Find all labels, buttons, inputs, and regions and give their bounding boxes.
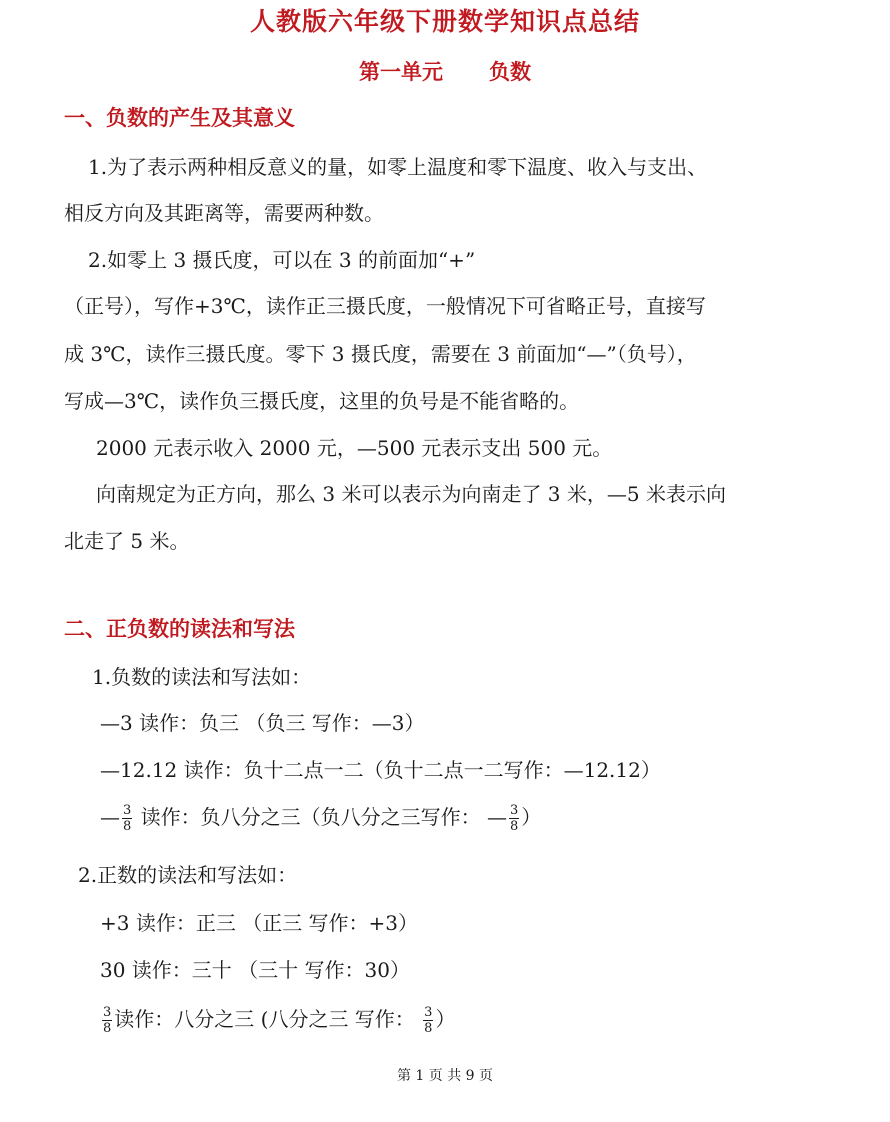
paragraph-line: 向南规定为正方向，那么 3 米可以表示为向南走了 3 米，—5 米表示向	[96, 482, 726, 506]
minus-sign: —	[487, 805, 507, 829]
closing-paren: ）	[435, 1007, 456, 1031]
section-heading-2: 二、正负数的读法和写法	[64, 617, 295, 641]
positive-example: 30 读作：三十 （三十 写作：30）	[100, 958, 410, 982]
paragraph-line: 写成—3℃，读作负三摄氏度，这里的负号是不能省略的。	[64, 389, 580, 413]
section-heading-1: 一、负数的产生及其意义	[64, 106, 295, 130]
paragraph-line: 成 3℃，读作三摄氏度。零下 3 摄氏度，需要在 3 前面加“—”（负号），	[64, 342, 697, 366]
paragraph-line: 2000 元表示收入 2000 元，—500 元表示支出 500 元。	[96, 436, 613, 460]
fraction-numerator: 3	[123, 803, 132, 818]
page-footer: 第 1 页 共 9 页	[396, 1068, 494, 1084]
minus-sign: —	[100, 805, 120, 829]
negative-subtitle: 1.负数的读法和写法如：	[92, 665, 312, 689]
positive-subtitle: 2.正数的读法和写法如：	[78, 863, 298, 887]
paragraph-line: （正号），写作+3℃，读作正三摄氏度，一般情况下可省略正号，直接写	[64, 294, 706, 318]
fraction	[509, 803, 519, 834]
fraction-denominator: 8	[123, 819, 132, 834]
fraction-numerator: 3	[103, 1005, 112, 1020]
unit-heading	[0, 56, 890, 88]
paragraph-line: 北走了 5 米。	[64, 529, 190, 553]
closing-paren: ）	[521, 805, 542, 829]
unit-topic: 负数	[489, 60, 531, 84]
fraction	[423, 1005, 433, 1036]
fraction-denominator: 8	[103, 1021, 112, 1036]
paragraph-line: 2.如零上 3 摄氏度，可以在 3 的前面加“+”	[88, 248, 476, 272]
positive-fraction-example	[100, 1002, 455, 1036]
paragraph-line: 1.为了表示两种相反意义的量，如零上温度和零下温度、收入与支出、	[88, 155, 708, 179]
fraction	[122, 803, 132, 834]
negative-example: —12.12 读作：负十二点一二（负十二点一二写作：—12.12）	[100, 758, 661, 782]
unit-label: 第一单元	[359, 60, 443, 84]
negative-example: —3 读作：负三 （负三 写作：—3）	[100, 711, 425, 735]
negative-fraction-example	[100, 800, 541, 834]
fraction-numerator: 3	[424, 1005, 433, 1020]
document-title: 人教版六年级下册数学知识点总结	[249, 7, 640, 36]
paragraph-line: 相反方向及其距离等，需要两种数。	[64, 201, 384, 225]
fraction-reading-text: 读作：负八分之三（负八分之三写作：	[140, 805, 481, 829]
positive-example: +3 读作：正三 （正三 写作：+3）	[100, 911, 419, 935]
fraction-denominator: 8	[424, 1021, 433, 1036]
fraction-numerator: 3	[510, 803, 519, 818]
fraction-denominator: 8	[510, 819, 519, 834]
fraction	[102, 1005, 112, 1036]
fraction-reading-text: 读作：八分之三 (八分之三 写作：	[114, 1007, 415, 1031]
